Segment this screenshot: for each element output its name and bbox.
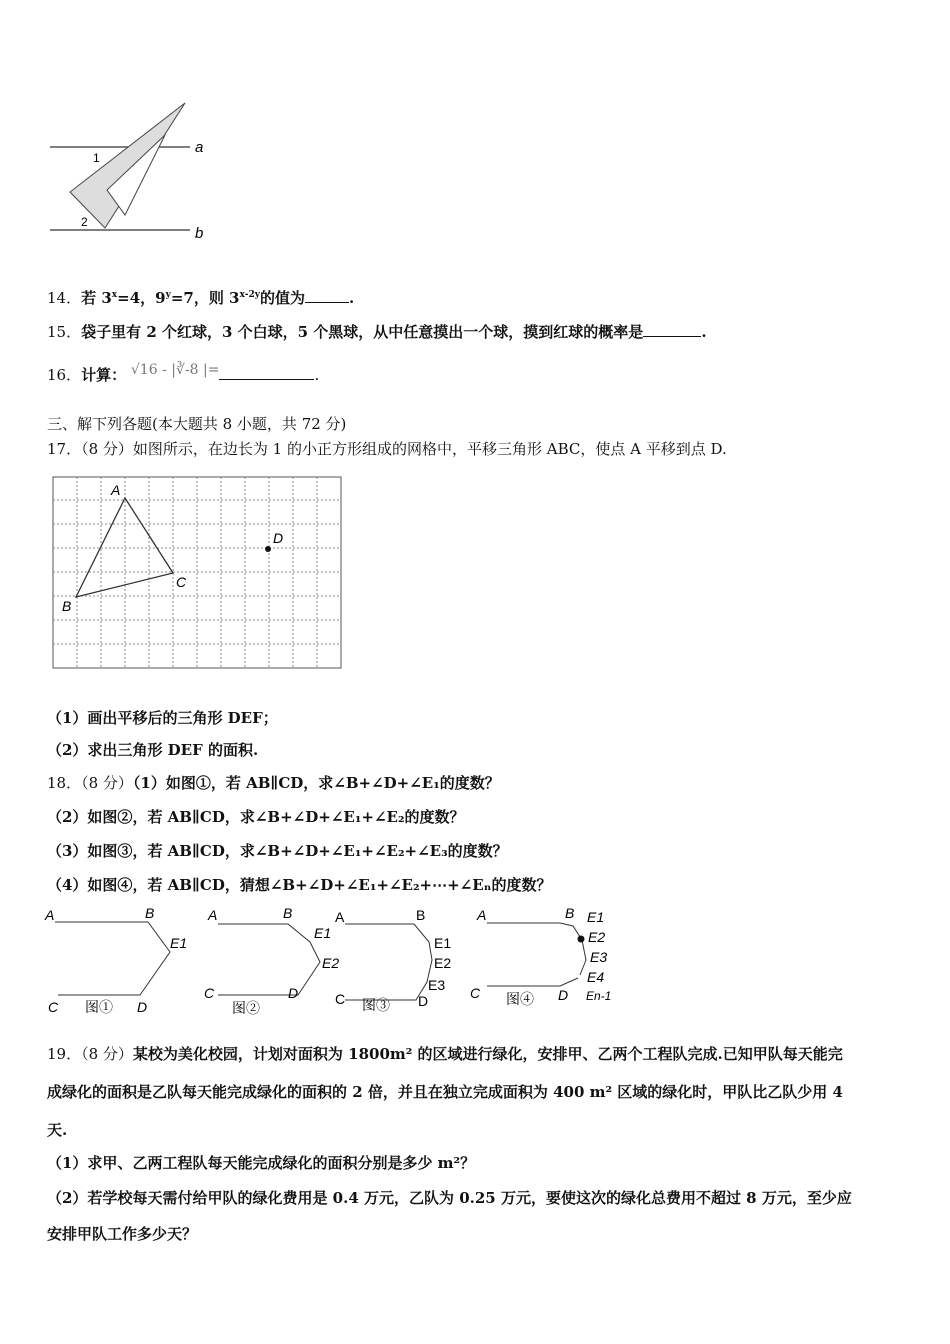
svg-text:E2: E2 [588, 929, 606, 945]
point-d [265, 546, 271, 552]
svg-text:E4: E4 [587, 969, 605, 985]
svg-text:D: D [418, 993, 429, 1009]
figure-3 [345, 924, 432, 1000]
svg-text:E3: E3 [590, 949, 608, 965]
svg-text:E2: E2 [434, 955, 452, 971]
question-19-part-2-cont: 安排甲队工作多少天？ [47, 1225, 198, 1243]
svg-text:En-1: En-1 [586, 989, 612, 1003]
svg-text:A: A [208, 907, 218, 923]
question-18-part-2: （2）如图②，若 AB∥CD，求∠B+∠D+∠E₁+∠E₂的度数？ [47, 808, 465, 826]
svg-text:图②: 图② [232, 1000, 260, 1016]
svg-text:C: C [176, 574, 187, 590]
svg-text:A: A [335, 909, 345, 925]
figure-13-triangle-ruler [45, 100, 225, 245]
svg-text:B: B [145, 905, 155, 921]
svg-text:E1: E1 [314, 925, 332, 941]
svg-text:D: D [137, 999, 148, 1015]
svg-text:B: B [62, 598, 72, 614]
svg-text:图④: 图④ [506, 991, 534, 1007]
svg-text:C: C [204, 985, 215, 1001]
svg-text:B: B [283, 905, 293, 921]
answer-blank[interactable] [305, 288, 349, 303]
question-18-part-3: （3）如图③，若 AB∥CD，求∠B+∠D+∠E₁+∠E₂+∠E₃的度数？ [47, 842, 508, 860]
question-19-line-2: 成绿化的面积是乙队每天能完成绿化的面积的 2 倍，并且在独立完成面积为 400 m² 区域的绿化时，甲队比乙队少用 4 [47, 1083, 843, 1101]
svg-text:b: b [195, 225, 204, 242]
svg-text:A: A [111, 482, 121, 498]
svg-text:D: D [558, 987, 569, 1003]
figure-2 [218, 924, 320, 995]
svg-text:D: D [273, 530, 284, 546]
svg-text:2: 2 [81, 215, 88, 229]
svg-text:E1: E1 [587, 909, 605, 925]
question-17: 17．（8 分）如图所示，在边长为 1 的小正方形组成的网格中，平移三角形 ABC，使点 A 平移到点 D. [47, 440, 727, 458]
question-19-part-1: （1）求甲、乙两工程队每天能完成绿化的面积分别是多少 m²？ [47, 1154, 476, 1172]
svg-text:C: C [470, 985, 481, 1001]
svg-text:图①: 图① [85, 999, 113, 1015]
question-17-part-1: （1）画出平移后的三角形 DEF； [47, 709, 278, 727]
svg-text:C: C [335, 991, 346, 1007]
svg-text:图③: 图③ [362, 997, 390, 1013]
svg-text:D: D [288, 985, 299, 1001]
svg-text:1: 1 [93, 151, 100, 165]
question-14: 14．若 $3^x=4$，$9^y=7$，则 $3^{x-2y}$的值为 . [47, 289, 355, 307]
figure-18-diagrams [40, 900, 640, 1015]
svg-text:B: B [565, 905, 575, 921]
svg-text:A: A [45, 907, 55, 923]
svg-text:E1: E1 [170, 935, 188, 951]
answer-blank[interactable] [643, 322, 701, 337]
question-19: 19．（8 分）某校为美化校园，计划对面积为 1800m² 的区域进行绿化，安排甲、乙两个工程队完成.已知甲队每天能完 [47, 1045, 843, 1063]
question-15: 15．袋子里有 2 个红球，3 个白球，5 个黑球，从中任意摸出一个球，摸到红球的概率是 . [47, 323, 707, 341]
question-19-line-3: 天. [47, 1121, 68, 1139]
question-19-part-2: （2）若学校每天需付给甲队的绿化费用是 0.4 万元，乙队为 0.25 万元，要使这次的绿化总费用不超过 8 万元，至少应 [47, 1189, 852, 1207]
svg-text:E1: E1 [434, 935, 452, 951]
question-18-part-4: （4）如图④，若 AB∥CD，猜想∠B+∠D+∠E₁+∠E₂+⋯+∠Eₙ的度数？ [47, 876, 552, 894]
figure-4 [487, 923, 586, 986]
svg-text:E2: E2 [322, 955, 340, 971]
question-17-part-2: （2）求出三角形 DEF 的面积. [47, 741, 259, 759]
question-18: 18．（8 分）（1）如图①，若 AB∥CD，求∠B+∠D+∠E₁的度数？ [47, 774, 500, 792]
answer-blank[interactable] [219, 365, 314, 380]
question-16: 16．计算： √16 - |∛-8 |= . [47, 362, 320, 384]
svg-text:E3: E3 [428, 977, 446, 993]
svg-text:A: A [477, 907, 487, 923]
svg-text:a: a [195, 139, 204, 156]
figure-17-grid [53, 477, 343, 670]
svg-text:C: C [48, 999, 59, 1015]
section-3-heading: 三、解下列各题(本大题共 8 小题，共 72 分) [47, 415, 347, 433]
figure-1 [55, 922, 170, 995]
svg-text:B: B [416, 907, 426, 923]
